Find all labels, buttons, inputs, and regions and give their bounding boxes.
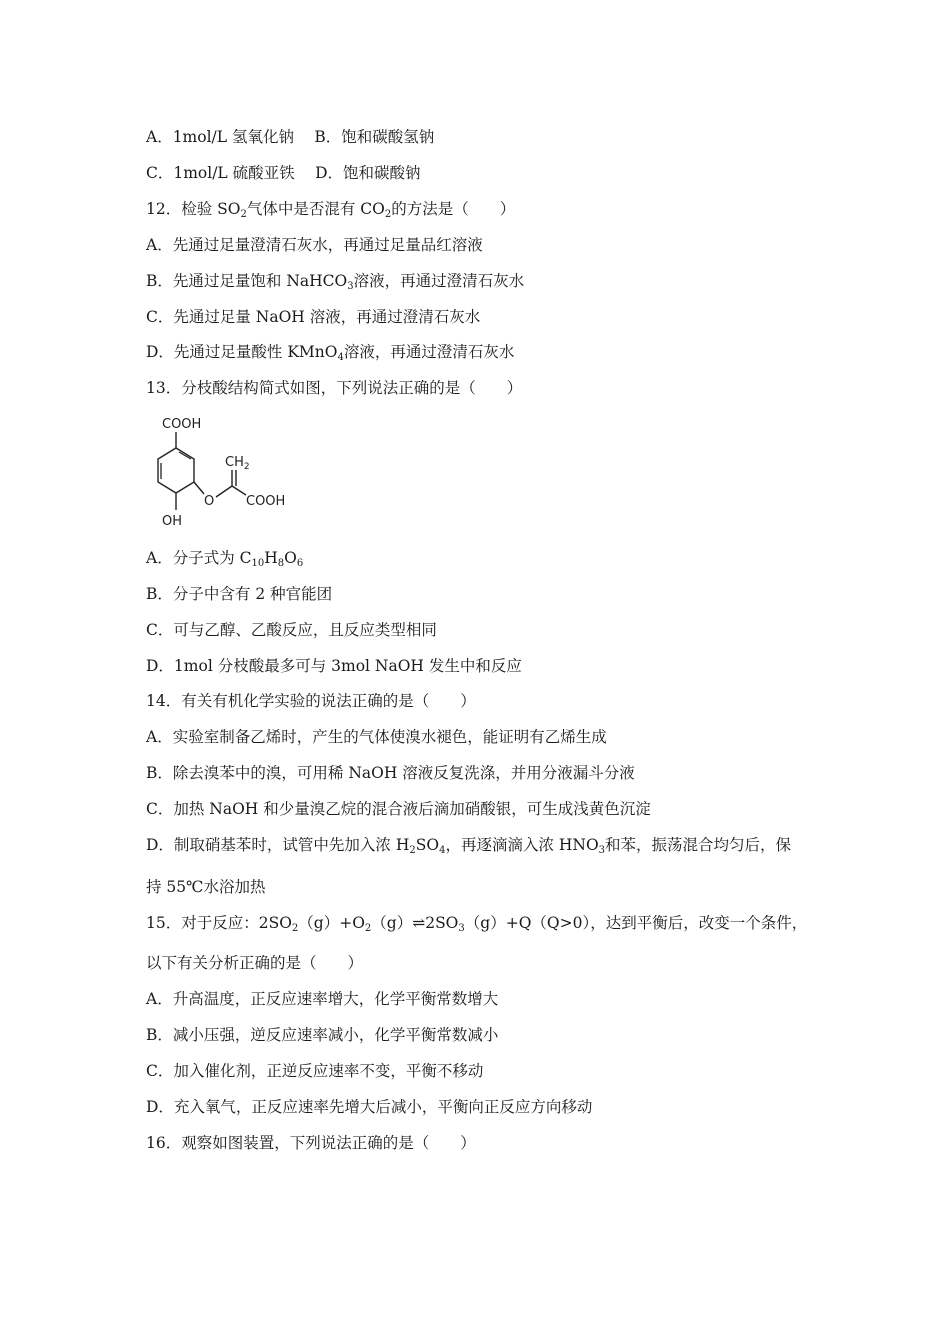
q14-option-d-cont: 持 55℃水浴加热: [146, 878, 266, 896]
q12-stem: 12．检验 $SO_2$气体中是否混有 $CO_2$的方法是（ ）: [146, 200, 516, 220]
q14-option-a: A．实验室制备乙烯时，产生的气体使溴水褪色，能证明有乙烯生成: [146, 728, 607, 746]
q11-options-ab: A．1mol/L 氢氧化钠 B．饱和碳酸氢钠: [146, 128, 435, 146]
q15-option-a: A．升高温度，正反应速率增大，化学平衡常数增大: [146, 990, 499, 1008]
chorismic-acid-structure: [146, 406, 296, 536]
q13-stem: 13．分枝酸结构简式如图，下列说法正确的是（ ）: [146, 379, 523, 397]
q12-option-c: C．先通过足量 NaOH 溶液，再通过澄清石灰水: [146, 308, 481, 326]
q13-option-c: C．可与乙醇、乙酸反应，且反应类型相同: [146, 621, 437, 639]
q14-option-d: D．制取硝基苯时，试管中先加入浓 $H_2SO_4$，再逐滴滴入浓 $HNO_3$和苯，振荡混合均匀后，保: [146, 836, 792, 856]
q15-option-b: B．减小压强，逆反应速率减小，化学平衡常数减小: [146, 1026, 499, 1044]
q13-option-a: A．分子式为 $C_{10}H_8O_6$: [146, 549, 304, 569]
ch2-label: $CH_2$: [225, 455, 250, 472]
q15-option-d: D．充入氧气，正反应速率先增大后减小，平衡向正反应方向移动: [146, 1098, 593, 1116]
q12-option-a: A．先通过足量澄清石灰水，再通过足量品红溶液: [146, 236, 483, 254]
q15-stem-cont: 以下有关分析正确的是（ ）: [146, 954, 364, 972]
cooh-top-label: COOH: [162, 417, 202, 432]
q12-option-b: B．先通过足量饱和 NaHCO$_3$溶液，再通过澄清石灰水: [146, 272, 525, 292]
oh-label: OH: [162, 514, 183, 529]
ether-o-label: O: [204, 494, 215, 509]
q11-options-cd: C．1mol/L 硫酸亚铁 D．饱和碳酸钠: [146, 164, 421, 182]
q13-option-b: B．分子中含有 2 种官能团: [146, 585, 333, 603]
q15-option-c: C．加入催化剂，正逆反应速率不变，平衡不移动: [146, 1062, 484, 1080]
q14-option-c: C．加热 NaOH 和少量溴乙烷的混合液后滴加硝酸银，可生成浅黄色沉淀: [146, 800, 651, 818]
q15-stem: 15．对于反应：$2SO_2(g)+O_2(g)\rightleftharpoons 2SO_3(g)+Q(Q>0)$，达到平衡后，改变一个条件，: [146, 914, 808, 934]
q14-option-b: B．除去溴苯中的溴，可用稀 NaOH 溶液反复洗涤，并用分液漏斗分液: [146, 764, 635, 782]
q14-stem: 14．有关有机化学实验的说法正确的是（ ）: [146, 692, 476, 710]
q16-stem: 16．观察如图装置，下列说法正确的是（ ）: [146, 1134, 476, 1152]
q13-option-d: D．1mol 分枝酸最多可与 3mol NaOH 发生中和反应: [146, 657, 522, 675]
q12-option-d: D．先通过足量酸性 KMnO$_4$溶液，再通过澄清石灰水: [146, 343, 515, 363]
cooh-right-label: COOH: [246, 494, 286, 509]
